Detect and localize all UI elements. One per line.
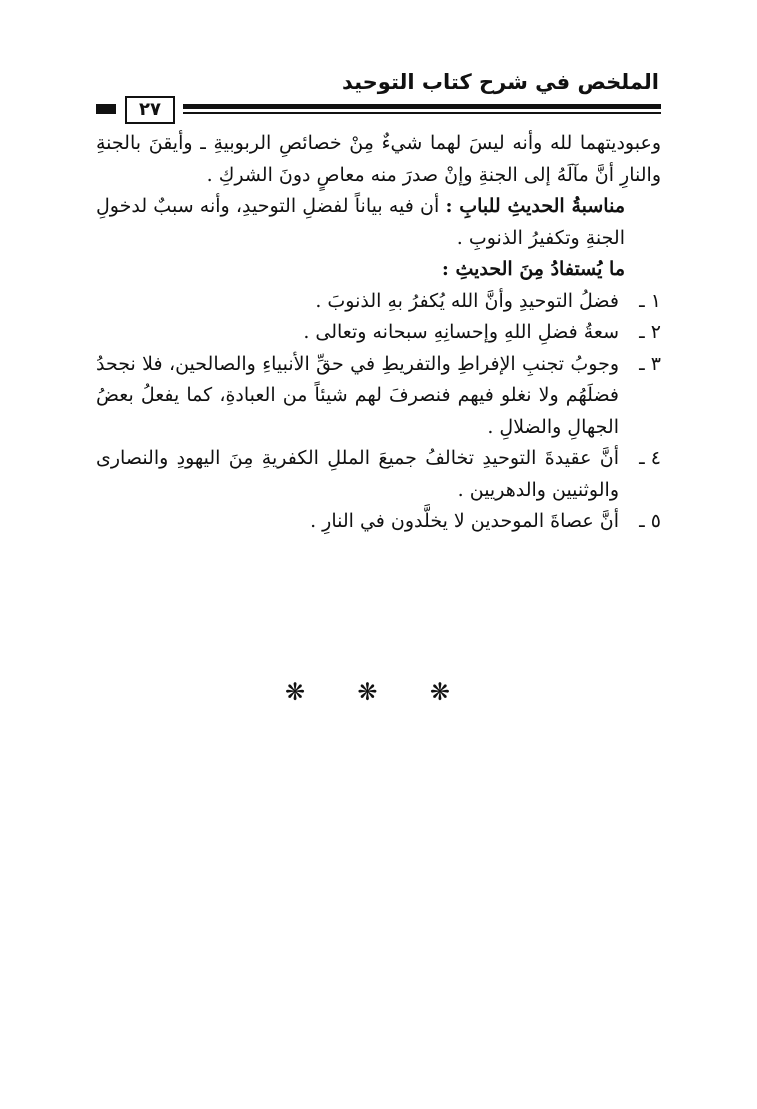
header-rule-thin — [183, 112, 661, 114]
list-item-number: ١ ـ — [639, 289, 661, 312]
list-item-text: أنَّ عقيدةَ التوحيدِ تخالفُ جميعَ المللِ الكفريةِ مِنَ اليهودِ والنصارى والوثنيين والدهريين . — [96, 447, 619, 501]
list-item-number: ٣ ـ — [639, 352, 661, 375]
list-item-number: ٢ ـ — [639, 321, 661, 343]
page-number: ٢٧ — [125, 96, 175, 124]
list-item — [96, 286, 661, 318]
relevance-text: أن فيه بياناً لفضلِ التوحيدِ، وأنه سببٌ لدخولِ الجنةِ وتكفيرُ الذنوبِ . — [96, 195, 625, 249]
list-item-number: ٤ ـ — [639, 447, 661, 469]
relevance-heading: مناسبةُ الحديثِ للبابِ : — [445, 195, 626, 217]
list-item-text: سعةُ فضلِ اللهِ وإحسانِهِ سبحانه وتعالى . — [303, 321, 619, 343]
header-rule-thick — [183, 104, 661, 109]
list-item — [96, 506, 661, 538]
list-item — [96, 317, 661, 349]
benefits-heading: ما يُستفادُ مِنَ الحديثِ : — [441, 258, 625, 280]
header-rule-end-mark — [96, 104, 116, 114]
paragraph-continuation: وعبوديتهما لله وأنه ليسَ لهما شيءٌ مِنْ خصائصِ الربوبيةِ ـ وأيقنَ بالجنةِ والنارِ أنَّ مآلَهُ إلى الجنةِ وإنْ صدرَ منه معاصٍ دونَ الشركِ . — [96, 132, 661, 186]
page-body — [96, 128, 661, 538]
section-separator-stars: ❋ ❋ ❋ — [284, 678, 473, 706]
list-item-text: أنَّ عصاةَ الموحدين لا يخلَّدون في النارِ . — [310, 510, 619, 532]
list-item — [96, 349, 661, 444]
list-item-text: فضلُ التوحيدِ وأنَّ الله يُكفرُ بهِ الذنوبَ . — [315, 289, 619, 312]
running-header-title: الملخص في شرح كتاب التوحيد — [341, 70, 659, 94]
relevance-paragraph — [96, 191, 661, 254]
list-item-number: ٥ ـ — [639, 510, 661, 532]
list-item-text: وجوبُ تجنبِ الإفراطِ والتفريطِ في حقِّ الأنبياءِ والصالحين، فلا نجحدُ فضلَهُم ولا نغلو فيهم فنصرفَ لهم شيئاً من العبادةِ، كما يفعلُ بعضُ الجهالِ والضلالِ . — [96, 352, 619, 438]
list-item — [96, 443, 661, 506]
